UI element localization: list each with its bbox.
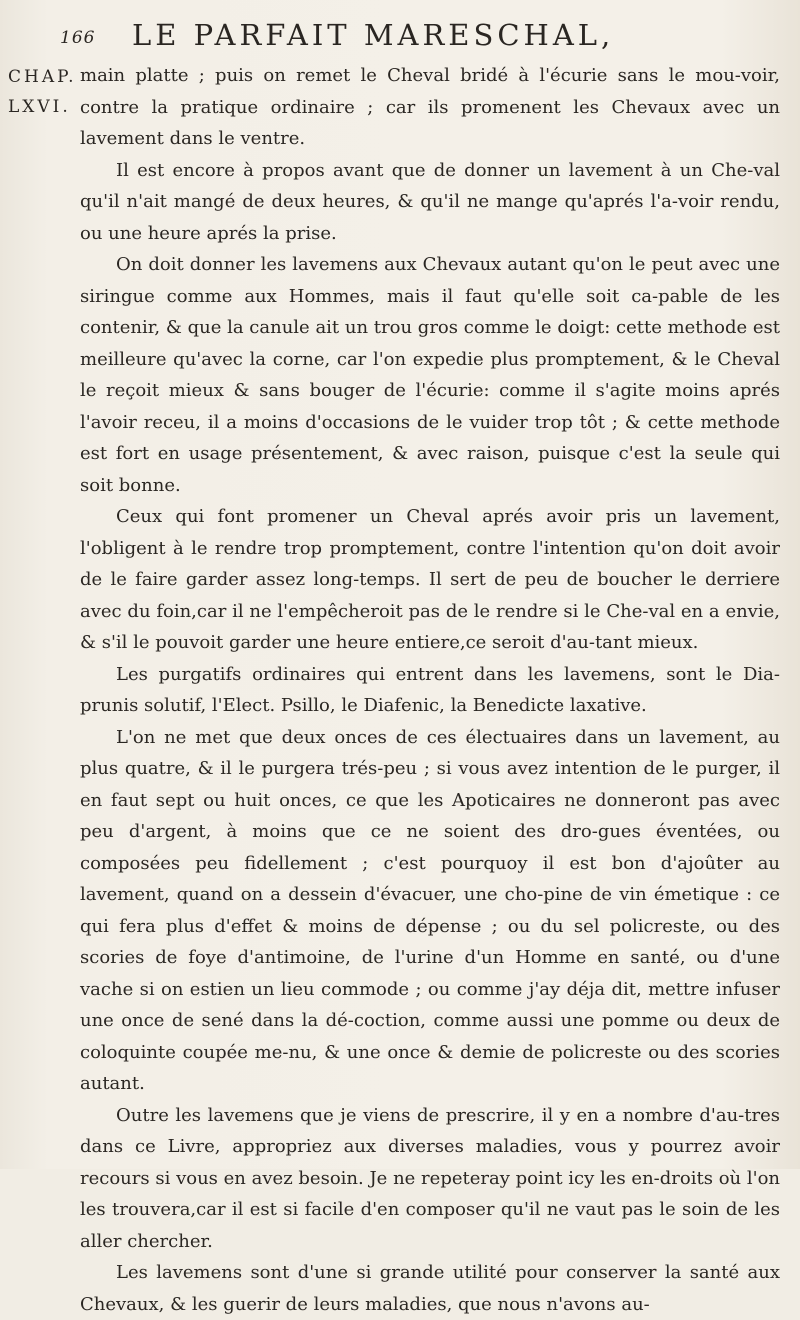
- page-number: 166: [60, 28, 96, 48]
- paragraph: L'on ne met que deux onces de ces électuaires dans un lavement, au plus quatre, & il le purgera trés-peu ; si vous avez intention de le purger, il en faut sept ou huit onces, ce que les Apoticaires ne donneront pas avec peu d'argent, à moins que ce ne soient des dro-gues éventées, ou composées peu fidellement ; c'est pourquoy il est bon d'ajoûter au lavement, quand on a dessein d'évacuer, une cho-pine de vin émetique : ce qui fera plus d'effet & moins de dépense ; ou du sel policreste, ou des scories de foye d'antimoine, de l'urine d'un Homme en santé, ou d'une vache si on estien un lieu commode ; ou comme j'ay déja dit, mettre infuser une once de sené dans la dé-coction, comme aussi une pomme ou deux de coloquinte coupée me-nu, & une once & demie de policreste ou des scories autant.: [80, 726, 780, 1094]
- page-header: [0, 12, 800, 60]
- chapter-number: LXVI.: [8, 97, 71, 117]
- paragraph: Outre les lavemens que je viens de prescrire, il y en a nombre d'au-tres dans ce Livre, appropriez aux diverses maladies, vous y pourrez avoir recours si vous en avez besoin. Je ne repeteray point icy les en-droits où l'on les trouvera,car il est si facile d'en composer qu'il ne vaut pas le soin de les aller chercher.: [80, 1104, 780, 1252]
- body-text: [80, 60, 780, 1320]
- paragraph: On doit donner les lavemens aux Chevaux autant qu'on le peut avec une siringue comme aux Hommes, mais il faut qu'elle soit ca-pable de les contenir, & que la canule ait un trou gros comme le doigt: cette methode est meilleure qu'avec la corne, car l'on expedie plus promptement, & le Cheval le reçoit mieux & sans bouger de l'écurie: comme il s'agite moins aprés l'avoir receu, il a moins d'occasions de le vuider trop tôt ; & cette methode est fort en usage présentement, & avec raison, puisque c'est la seule qui soit bonne.: [80, 254, 780, 496]
- running-title: LE PARFAIT MARESCHAL,: [132, 18, 615, 52]
- chapter-label: CHAP.: [8, 67, 77, 87]
- paragraph: main platte ; puis on remet le Cheval bridé à l'écurie sans le mou-voir, contre la pratique ordinaire ; car ils promenent les Chevaux avec un lavement dans le ventre.: [80, 65, 780, 149]
- paragraph: Il est encore à propos avant que de donner un lavement à un Che-val qu'il n'ait mangé de deux heures, & qu'il ne mange qu'aprés l'a-voir rendu, ou une heure aprés la prise.: [80, 159, 780, 244]
- paragraph: Les lavemens sont d'une si grande utilité pour conserver la santé aux Chevaux, & les guerir de leurs maladies, que nous n'avons au-: [80, 1262, 780, 1315]
- paragraph: Ceux qui font promener un Cheval aprés avoir pris un lavement, l'obligent à le rendre trop promptement, contre l'intention qu'on doit avoir de le faire garder assez long-temps. Il sert de peu de boucher le derriere avec du foin,car il ne l'empêcheroit pas de le rendre si le Che-val en a envie, & s'il le pouvoit garder une heure entiere,ce seroit d'au-tant mieux.: [80, 506, 780, 653]
- paragraph: Les purgatifs ordinaires qui entrent dans les lavemens, sont le Dia-prunis solutif, l'Elect. Psillo, le Diafenic, la Benedicte laxative.: [80, 663, 780, 716]
- chapter-margin-note: [8, 62, 77, 122]
